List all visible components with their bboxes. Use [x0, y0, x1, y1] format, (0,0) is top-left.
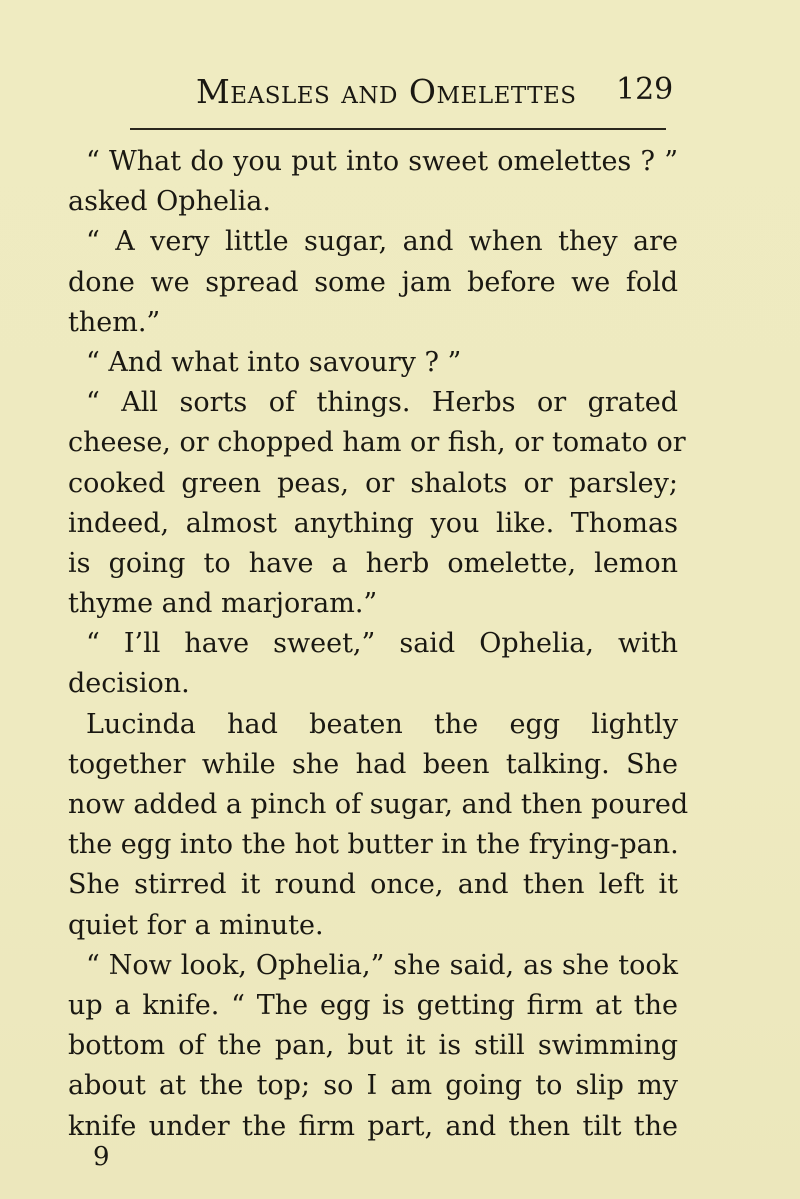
text-line: “ Now look, Ophelia,” she said, as she took [86, 949, 678, 981]
text-line: cooked green peas, or shalots or parsley; [68, 467, 678, 499]
text-line: knife under the firm part, and then tilt the [68, 1110, 678, 1142]
text-line: decision. [68, 668, 190, 700]
text-line: “ A very little sugar, and when they are [86, 226, 678, 258]
text-line: “ What do you put into sweet omelettes ? ” [86, 146, 678, 177]
text-line: about at the top; so I am going to slip my [68, 1070, 678, 1102]
text-line: thyme and marjoram.” [68, 588, 378, 620]
text-line: together while she had been talking. She [68, 748, 678, 780]
text-line: cheese, or chopped ham or fish, or tomato or [68, 427, 686, 459]
text-line: quiet for a minute. [68, 909, 324, 941]
text-line: is going to have a herb omelette, lemon [68, 547, 678, 579]
page-number: 129 [616, 72, 674, 107]
signature-mark: 9 [93, 1142, 110, 1172]
text-line: “ All sorts of things. Herbs or grated [86, 387, 678, 419]
text-line: Lucinda had beaten the egg lightly [86, 708, 678, 740]
text-line: now added a pinch of sugar, and then poured [68, 789, 689, 820]
text-line: up a knife. “ The egg is getting firm at the [68, 989, 678, 1021]
running-title: Measles and Omelettes [196, 72, 577, 111]
text-line: the egg into the hot butter in the frying-pan. [68, 829, 679, 861]
text-line: asked Ophelia. [68, 186, 271, 218]
text-line: “ And what into savoury ? ” [86, 346, 462, 378]
text-line: bottom of the pan, but it is still swimming [68, 1030, 678, 1062]
body-text [68, 142, 689, 1147]
text-line: “ I’ll have sweet,” said Ophelia, with [86, 628, 678, 660]
header-rule [130, 128, 666, 130]
text-line: indeed, almost anything you like. Thomas [68, 507, 678, 539]
text-line: done we spread some jam before we fold [68, 266, 678, 298]
text-line: She stirred it round once, and then left it [68, 869, 678, 901]
text-line: them.” [68, 306, 161, 338]
